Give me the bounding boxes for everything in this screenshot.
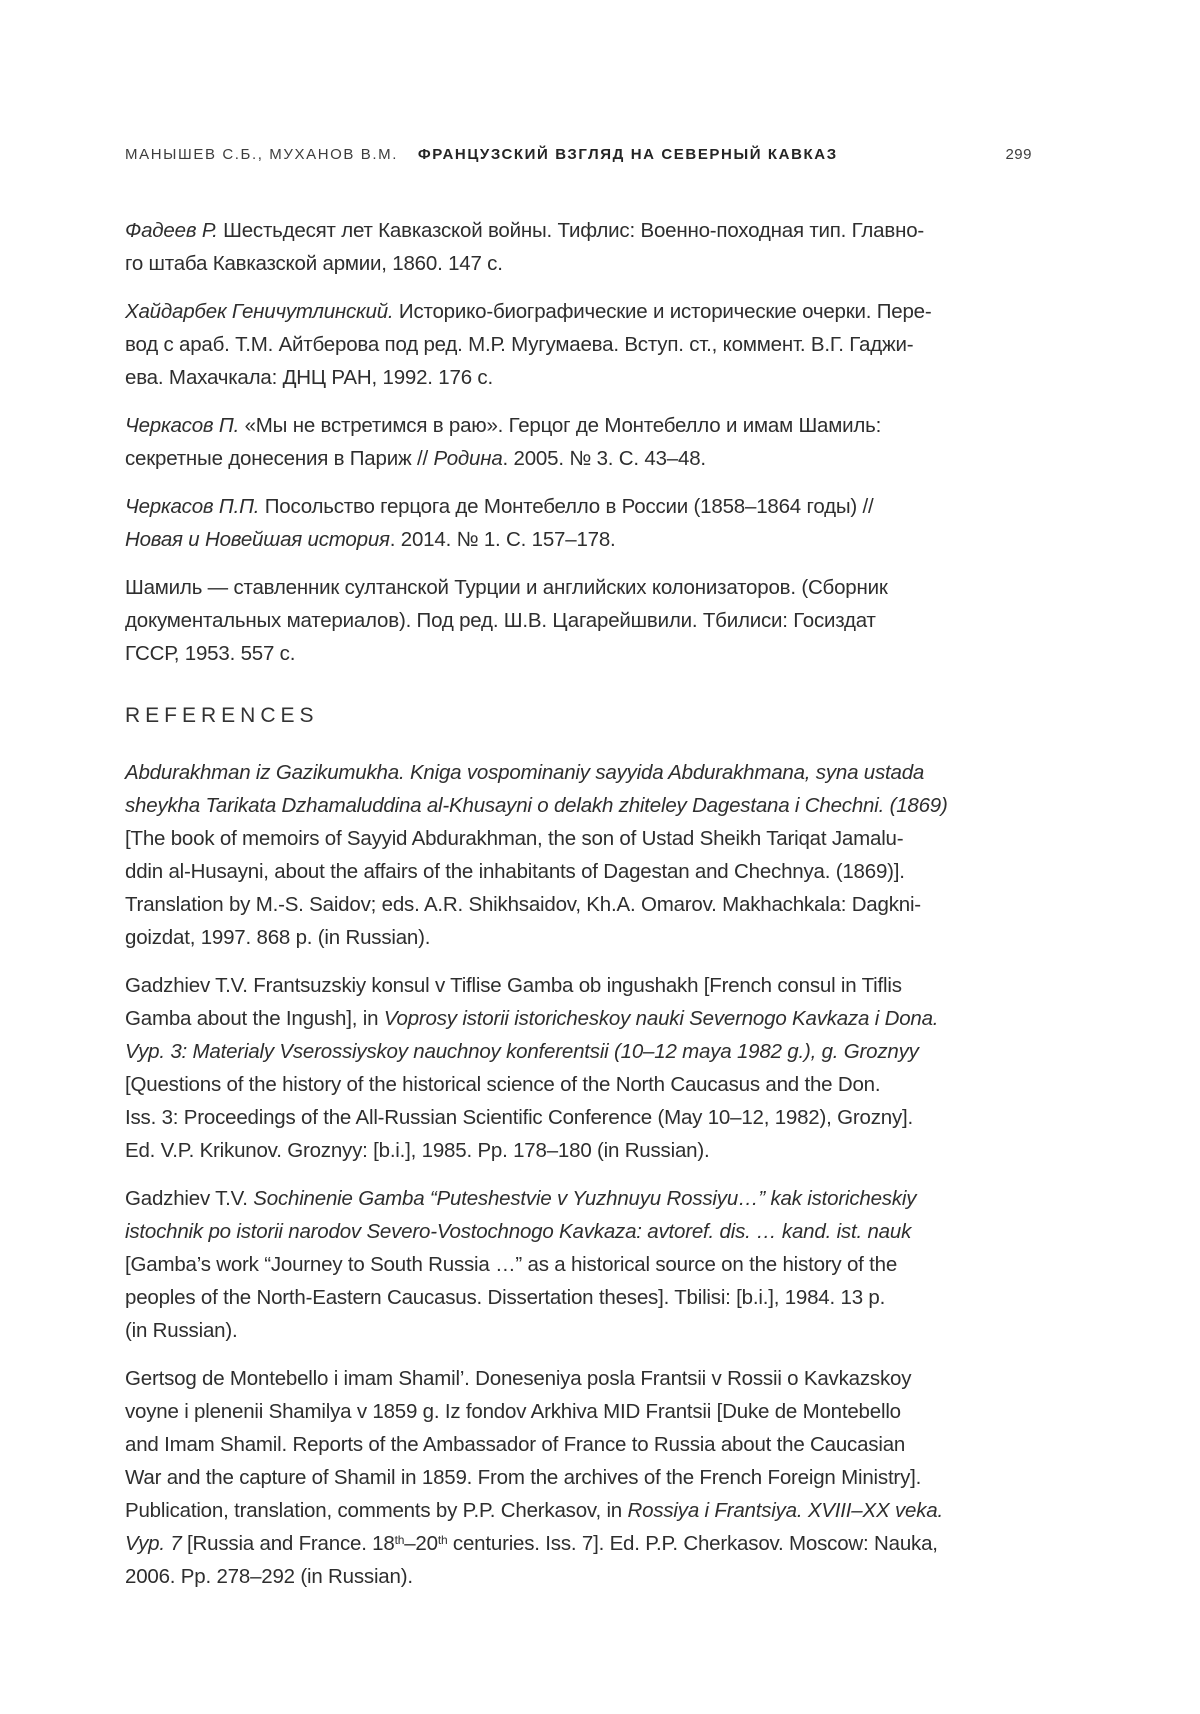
- reference-entry: [125, 295, 1085, 394]
- reference-entry: [125, 214, 1085, 280]
- reference-line: War and the capture of Shamil in 1859. From the archives of the French Foreign Ministry].: [125, 1466, 922, 1489]
- reference-line: Ed. V.P. Krikunov. Groznyy: [b.i.], 1985. Pp. 178–180 (in Russian).: [125, 1139, 710, 1162]
- references-heading: REFERENCES: [125, 704, 319, 727]
- reference-entry: [125, 1182, 1085, 1347]
- reference-line: Gadzhiev T.V. Sochinenie Gamba “Puteshestvie v Yuzhnuyu Rossiyu…” kak istoricheskiy: [125, 1187, 917, 1210]
- reference-entry: [125, 571, 1085, 670]
- reference-entry: [125, 756, 1085, 954]
- english-references-list: [125, 756, 1085, 1593]
- reference-line: Gamba about the Ingush], in Voprosy istorii istoricheskoy nauki Severnogo Kavkaza i Dona.: [125, 1007, 939, 1030]
- reference-line: [Gamba’s work “Journey to South Russia …” as a historical source on the history of the: [125, 1253, 898, 1276]
- reference-line: Publication, translation, comments by P.P. Cherkasov, in Rossiya i Frantsiya. XVIII–XX veka.: [125, 1499, 943, 1522]
- reference-line: 2006. Pp. 278–292 (in Russian).: [125, 1565, 413, 1588]
- reference-line: Фадеев Р. Шестьдесят лет Кавказской войны. Тифлис: Военно-походная тип. Главно-: [125, 219, 925, 242]
- reference-line: ГССР, 1953. 557 с.: [125, 642, 296, 665]
- reference-line: (in Russian).: [125, 1319, 238, 1342]
- reference-line: Gadzhiev T.V. Frantsuzskiy konsul v Tiflise Gamba ob ingushakh [French consul in Tiflis: [125, 974, 902, 997]
- reference-entry: [125, 969, 1085, 1167]
- reference-line: istochnik po istorii narodov Severo-Vostochnogo Kavkaza: avtoref. dis. … kand. ist. nauk: [125, 1220, 912, 1243]
- reference-line: Черкасов П. «Мы не встретимся в раю». Герцог де Монтебелло и имам Шамиль:: [125, 414, 882, 437]
- reference-line: секретные донесения в Париж // Родина. 2005. № 3. С. 43–48.: [125, 447, 706, 470]
- reference-line: Черкасов П.П. Посольство герцога де Монтебелло в России (1858–1864 годы) //: [125, 495, 874, 518]
- reference-line: вод с араб. Т.М. Айтберова под ред. М.Р. Мугумаева. Вступ. ст., коммент. В.Г. Гаджи-: [125, 333, 914, 356]
- reference-line: sheykha Tarikata Dzhamaluddina al-Khusayni o delakh zhiteley Dagestana i Chechni. (1869): [125, 794, 948, 817]
- running-header: [125, 146, 1032, 163]
- reference-entry: [125, 1362, 1085, 1593]
- header-article-title: ФРАНЦУЗСКИЙ ВЗГЛЯД НА СЕВЕРНЫЙ КАВКАЗ: [417, 146, 838, 163]
- russian-references-list: [125, 214, 1085, 670]
- page-content: [125, 214, 1085, 1608]
- reference-line: Шамиль — ставленник султанской Турции и английских колонизаторов. (Сборник: [125, 576, 888, 599]
- reference-line: peoples of the North-Eastern Caucasus. Dissertation theses]. Tbilisi: [b.i.], 1984. 13 p.: [125, 1286, 886, 1309]
- reference-line: ddin al-Husayni, about the affairs of the inhabitants of Dagestan and Chechnya. (1869)].: [125, 860, 905, 883]
- reference-line: ева. Махачкала: ДНЦ РАН, 1992. 176 с.: [125, 366, 493, 389]
- reference-line: го штаба Кавказской армии, 1860. 147 с.: [125, 252, 503, 275]
- reference-entry: [125, 490, 1085, 556]
- page-number: 299: [1005, 146, 1032, 163]
- header-authors: МАНЫШЕВ С.Б., МУХАНОВ В.М.: [125, 146, 399, 163]
- reference-line: [Questions of the history of the historical science of the North Caucasus and the Don.: [125, 1073, 881, 1096]
- reference-line: Gertsog de Montebello i imam Shamil’. Doneseniya posla Frantsii v Rossii o Kavkazskoy: [125, 1367, 912, 1390]
- reference-line: Iss. 3: Proceedings of the All-Russian Scientific Conference (May 10–12, 1982), Grozny].: [125, 1106, 913, 1129]
- reference-line: Vyp. 7 [Russia and France. 18th–20th centuries. Iss. 7]. Ed. P.P. Cherkasov. Moscow: Nauka,: [125, 1532, 938, 1555]
- reference-line: [The book of memoirs of Sayyid Abdurakhman, the son of Ustad Sheikh Tariqat Jamalu-: [125, 827, 904, 850]
- reference-line: Хайдарбек Геничутлинский. Историко-биографические и исторические очерки. Пере-: [125, 300, 932, 323]
- reference-line: goizdat, 1997. 868 p. (in Russian).: [125, 926, 431, 949]
- reference-line: документальных материалов). Под ред. Ш.В. Цагарейшвили. Тбилиси: Госиздат: [125, 609, 876, 632]
- reference-line: Vyp. 3: Materialy Vserossiyskoy nauchnoy konferentsii (10–12 maya 1982 g.), g. Groznyy: [125, 1040, 919, 1063]
- reference-line: and Imam Shamil. Reports of the Ambassador of France to Russia about the Caucasian: [125, 1433, 906, 1456]
- reference-line: Новая и Новейшая история. 2014. № 1. С. 157–178.: [125, 528, 616, 551]
- reference-line: Translation by M.-S. Saidov; eds. A.R. Shikhsaidov, Kh.A. Omarov. Makhachkala: Dagkni-: [125, 893, 921, 916]
- reference-line: voyne i plenenii Shamilya v 1859 g. Iz fondov Arkhiva MID Frantsii [Duke de Montebello: [125, 1400, 901, 1423]
- running-header-left: [125, 146, 838, 163]
- reference-line: Abdurakhman iz Gazikumukha. Kniga vospominaniy sayyida Abdurakhmana, syna ustada: [125, 761, 925, 784]
- reference-entry: [125, 409, 1085, 475]
